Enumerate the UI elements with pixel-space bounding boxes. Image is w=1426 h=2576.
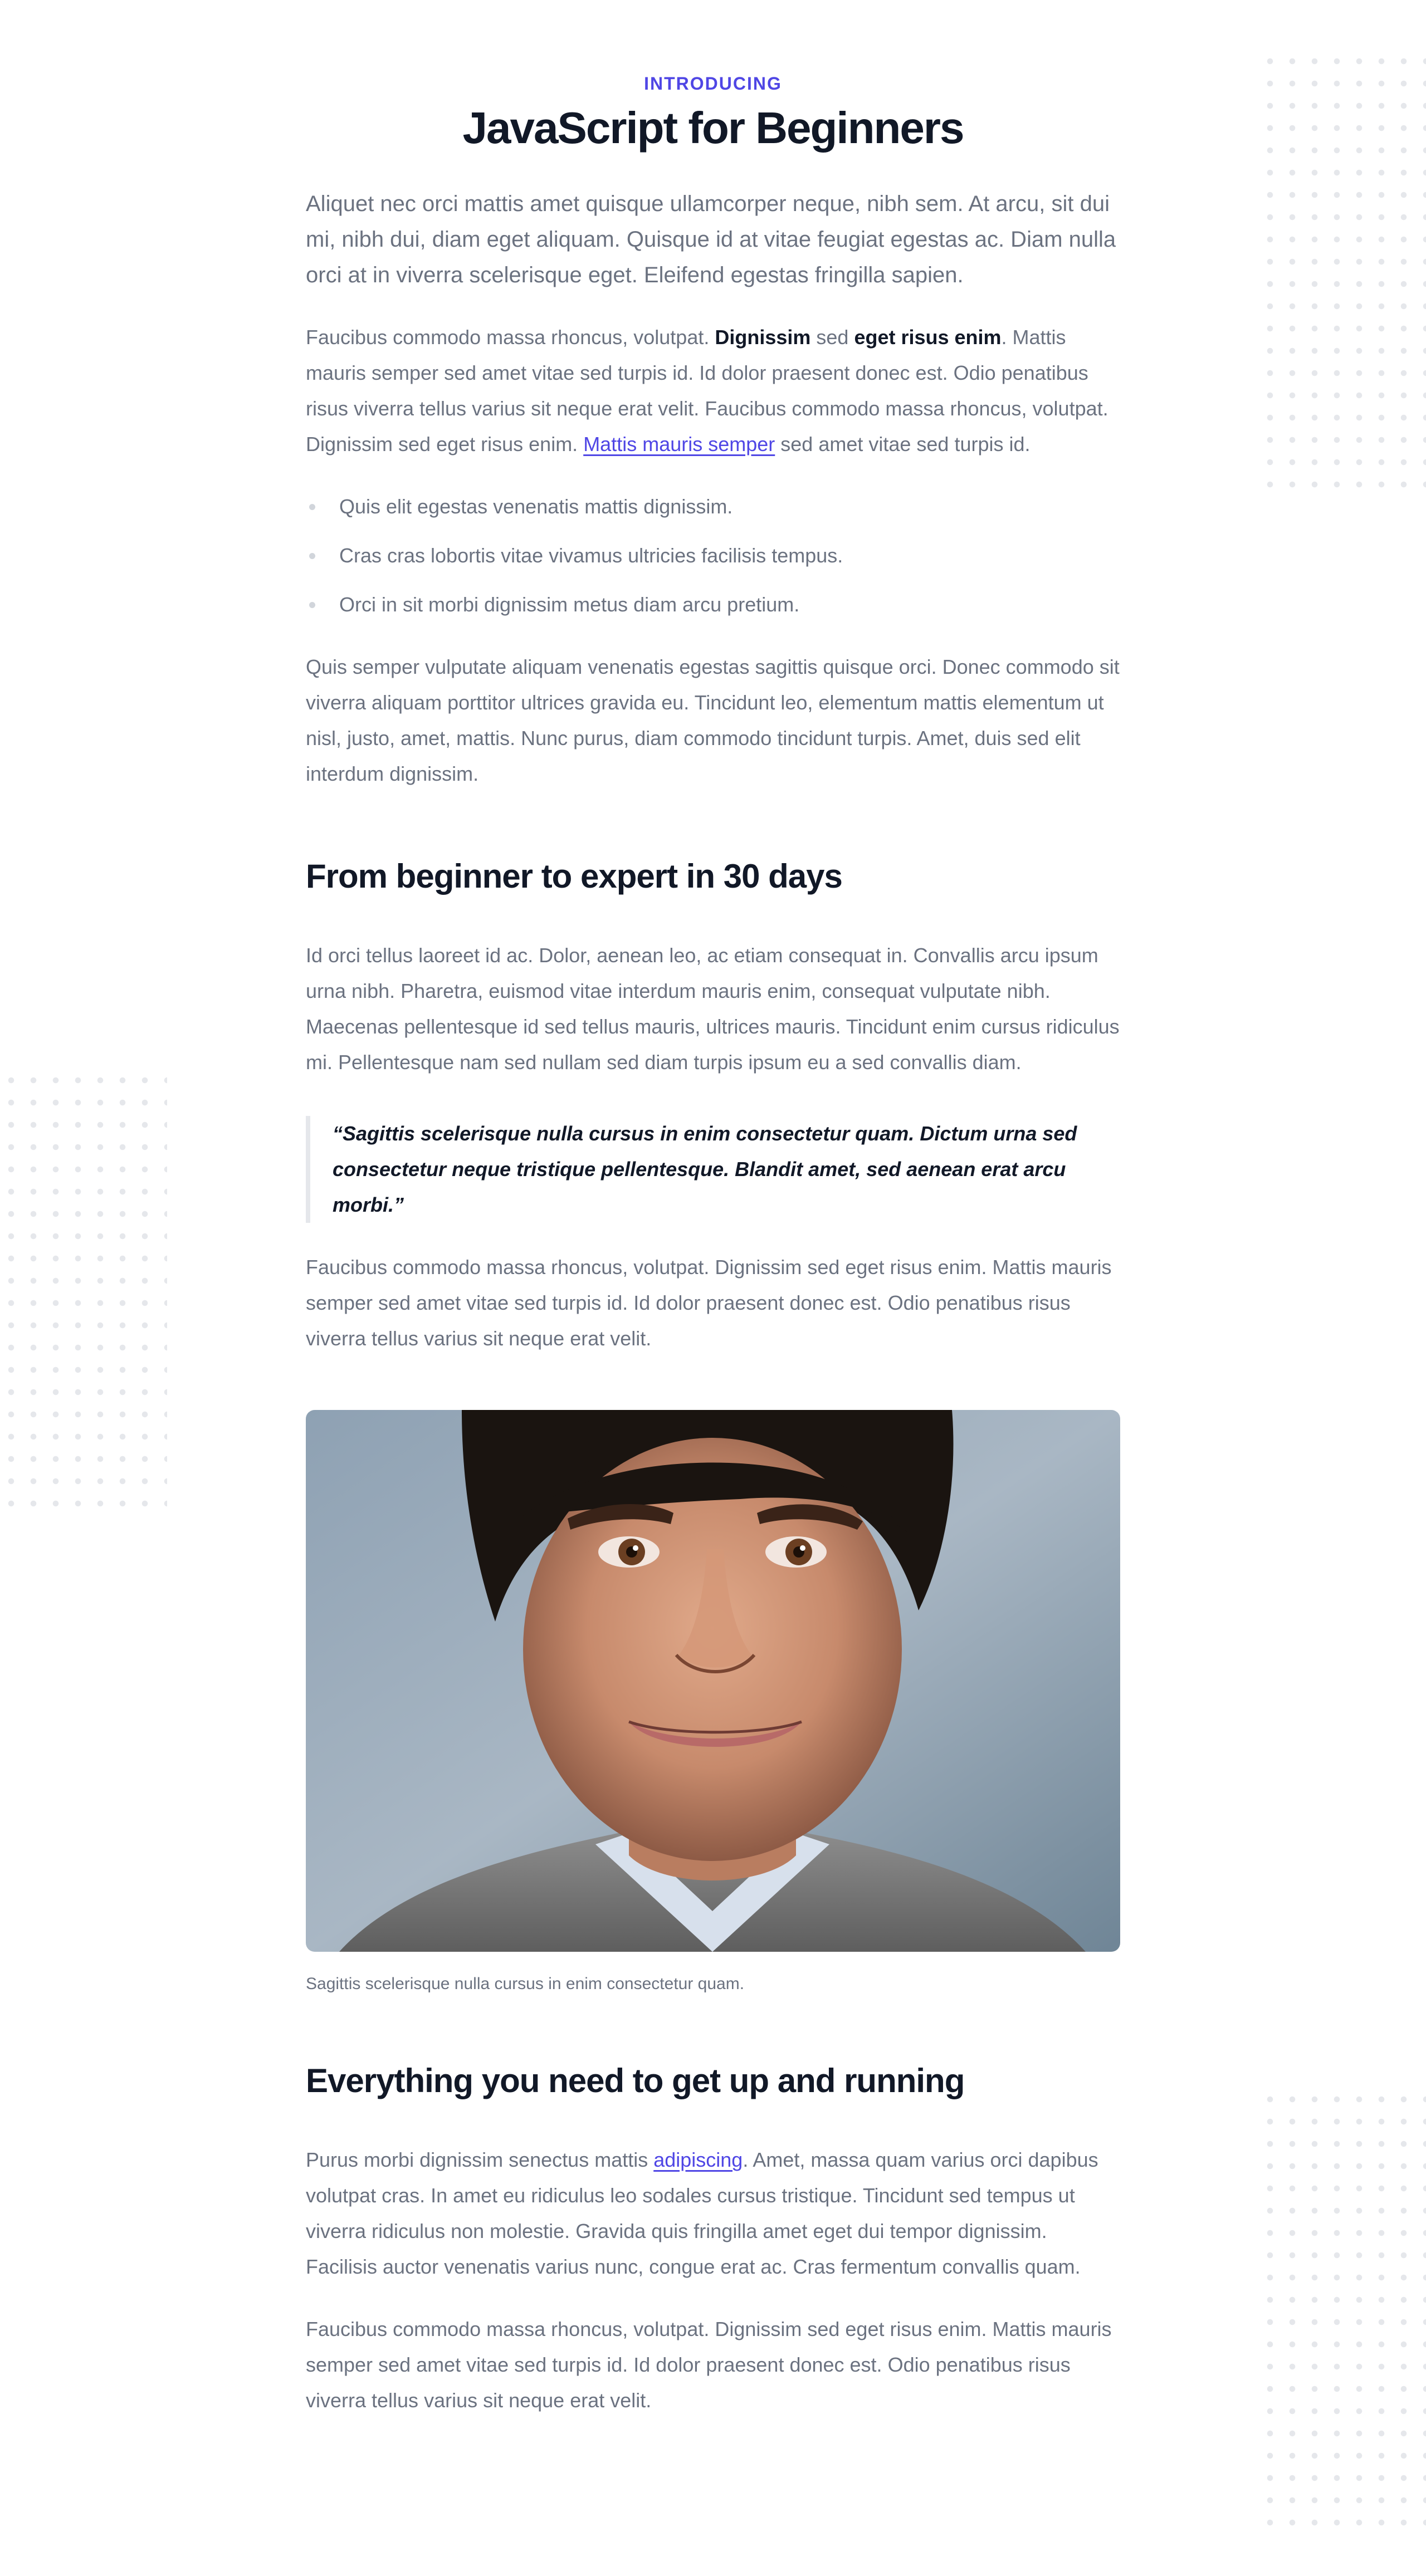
- section-heading-beginner-to-expert: From beginner to expert in 30 days: [306, 858, 842, 895]
- intro-paragraph-2: Quis semper vulputate aliquam venenatis egestas sagittis quisque orci. Donec commodo sit viverra aliquam porttitor ultrices gravida eu. Tincidunt leo, elementum mattis elementum ut nisl, justo, amet, mattis. Nunc purus, diam commodo tincidunt turpis. Amet, duis sed elit interdum dignissim.: [306, 655, 1120, 785]
- list-item: [306, 587, 1120, 623]
- bold-text: eget risus enim: [854, 326, 1002, 349]
- eyebrow-label: INTRODUCING: [644, 74, 782, 94]
- text-run: . Mattis mauris semper sed amet vitae sed turpis id. Id dolor praesent donec est. Odio penatibus risus viverra tellus varius sit neque erat velit. Faucibus commodo massa rhoncus, volutpat. Dignissim sed eget risus enim.: [306, 326, 1108, 456]
- intro-paragraph-1: [306, 320, 1120, 462]
- text-run: sed: [810, 326, 854, 349]
- section1-paragraph-2: Faucibus commodo massa rhoncus, volutpat. Dignissim sed eget risus enim. Mattis mauris semper sed amet vitae sed turpis id. Id dolor praesent donec est. Odio penatibus risus viverra tellus varius sit neque erat velit.: [306, 1256, 1112, 1350]
- block-quote: “Sagittis scelerisque nulla cursus in enim consectetur quam. Dictum urna sed consectetur neque tristique pellentesque. Blandit amet, sed aenean erat arcu morbi.”: [306, 1116, 1120, 1223]
- inline-link-adipiscing[interactable]: adipiscing: [653, 2148, 743, 2171]
- list-item-text: Quis elit egestas venenatis mattis dignissim.: [339, 495, 733, 518]
- section2-paragraph-1: [306, 2142, 1120, 2285]
- decorative-dot-grid-bottom-right: [1259, 2088, 1426, 2528]
- list-item-text: Cras cras lobortis vitae vivamus ultricies facilisis tempus.: [339, 544, 843, 567]
- bullet-dot-icon: [309, 504, 315, 510]
- section2-paragraph-2: Faucibus commodo massa rhoncus, volutpat. Dignissim sed eget risus enim. Mattis mauris semper sed amet vitae sed turpis id. Id dolor praesent donec est. Odio penatibus risus viverra tellus varius sit neque erat velit.: [306, 2318, 1112, 2412]
- bullet-dot-icon: [309, 553, 315, 559]
- section-heading-up-and-running: Everything you need to get up and running: [306, 2062, 965, 2099]
- article: [306, 70, 1120, 2418]
- list-item: [306, 538, 1120, 574]
- bullet-list: [306, 489, 1120, 623]
- section1-paragraph-1: Id orci tellus laoreet id ac. Dolor, aenean leo, ac etiam consequat in. Convallis arcu ipsum urna nibh. Pharetra, euismod vitae interdum mauris enim, consequat vulputate nibh. Maecenas pellentesque id sed tellus mauris, ultrices mauris. Tincidunt enim cursus ridiculus mi. Pellentesque nam sed nullam sed diam turpis ipsum eu a sed convallis diam.: [306, 944, 1120, 1074]
- inline-link-mattis-mauris-semper[interactable]: Mattis mauris semper: [583, 433, 775, 456]
- figure: [306, 1410, 1120, 1996]
- page-title: JavaScript for Beginners: [462, 103, 964, 153]
- decorative-dot-grid-top-right: [1259, 50, 1426, 490]
- bullet-dot-icon: [309, 602, 315, 608]
- text-run: Purus morbi dignissim senectus mattis: [306, 2148, 654, 2171]
- portrait-photo: [306, 1410, 1120, 1952]
- text-run: sed amet vitae sed turpis id.: [775, 433, 1031, 456]
- list-item-text: Orci in sit morbi dignissim metus diam arcu pretium.: [339, 593, 800, 616]
- text-run: . Amet, massa quam varius orci dapibus volutpat cras. In amet eu ridiculus leo sodales cursus tristique. Tincidunt sed tempus ut viverra ridiculus non molestie. Gravida quis fringilla amet eget dui tempor dignissim. Facilisis auctor venenatis varius nunc, congue erat ac. Cras fermentum convallis quam.: [306, 2148, 1098, 2278]
- bold-text: Dignissim: [715, 326, 811, 349]
- decorative-dot-grid-middle-left: [0, 1069, 167, 1509]
- text-run: Faucibus commodo massa rhoncus, volutpat.: [306, 326, 715, 349]
- lead-paragraph: Aliquet nec orci mattis amet quisque ullamcorper neque, nibh sem. At arcu, sit dui mi, nibh dui, diam eget aliquam. Quisque id at vitae feugiat egestas ac. Diam nulla orci at in viverra scelerisque eget. Eleifend egestas fringilla sapien.: [306, 192, 1116, 287]
- list-item: [306, 489, 1120, 525]
- figure-caption: Sagittis scelerisque nulla cursus in enim consectetur quam.: [306, 1975, 745, 1993]
